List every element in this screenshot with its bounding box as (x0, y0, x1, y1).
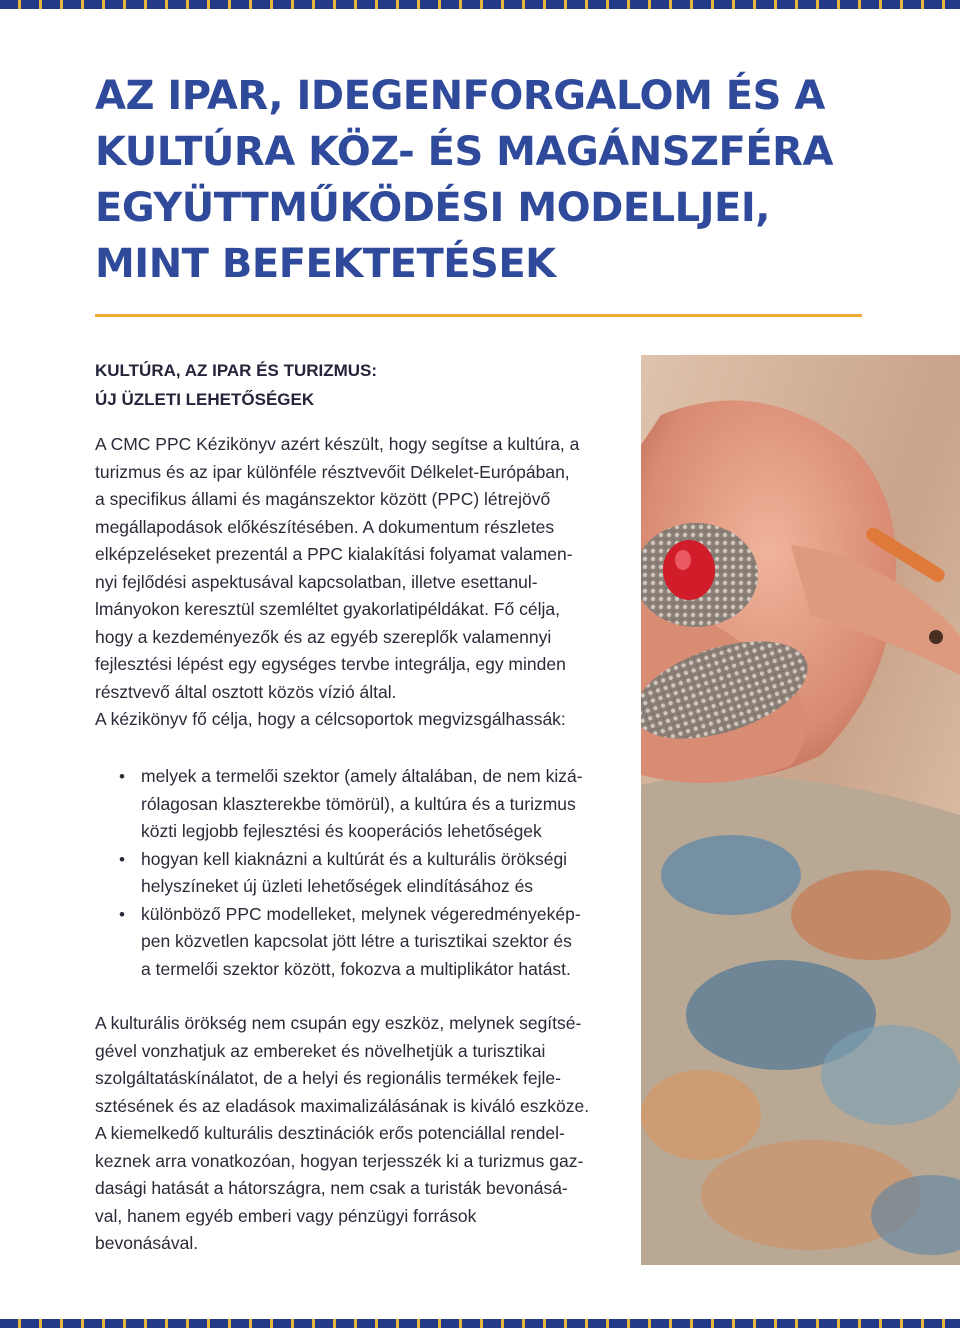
title-line: KULTÚRA KÖZ- ÉS MAGÁNSZFÉRA (95, 129, 833, 175)
intro-line: elképzeléseket prezentál a PPC kialakítási folyamat valamen- (95, 544, 573, 564)
bullet-marker: • (119, 849, 125, 869)
closing-line: A kiemelkedő kulturális desztinációk erős potenciállal rendel- (95, 1123, 565, 1143)
subtitle-line: ÚJ ÜZLETI LEHETŐSÉGEK (95, 390, 315, 409)
closing-line: bevonásával. (95, 1233, 199, 1253)
title-line: MINT BEFEKTETÉSEK (95, 241, 556, 287)
bottom-decorative-band (0, 1319, 960, 1328)
closing-line: szolgáltatáskínálatot, de a helyi és regionális termékek fejle- (95, 1068, 561, 1088)
bullet-line: melyek a termelői szektor (amely általában, de nem kizá- (141, 766, 583, 786)
closing-line: keznek arra vonatkozóan, hogyan terjesszék ki a turizmus gaz- (95, 1150, 584, 1171)
title-divider (95, 314, 862, 317)
bullet-line: helyszíneket új üzleti lehetőségek elindításához és (141, 876, 534, 896)
top-decorative-band (0, 0, 960, 9)
bullet-line: különböző PPC modelleket, melynek végeredményekép- (141, 903, 581, 924)
subtitle-line: KULTÚRA, AZ IPAR ÉS TURIZMUS: (95, 361, 378, 380)
intro-line: megállapodások előkészítésében. A dokumentum részletes (95, 516, 555, 537)
bullet-marker: • (119, 904, 125, 924)
bullet-line: a termelői szektor között, fokozva a multiplikátor hatást. (141, 958, 571, 979)
intro-line: A CMC PPC Kézikönyv azért készült, hogy segítse a kultúra, a (95, 434, 580, 454)
title-line: EGYÜTTMŰKÖDÉSI MODELLJEI, (95, 185, 770, 231)
photo-illustration (641, 355, 960, 1265)
closing-paragraph (95, 1010, 589, 1258)
bullet-line: rólagosan klaszterekbe tömörül), a kultúra és a turizmus (141, 793, 576, 814)
closing-line: sztésének és az eladások maximalizálásának is kiváló eszköze. (95, 1095, 590, 1116)
bullet-line: pen közvetlen kapcsolat jött létre a turisztikai szektor és (141, 931, 572, 951)
intro-line: A kézikönyv fő célja, hogy a célcsoportok megvizsgálhassák: (95, 709, 566, 729)
page-title (95, 68, 835, 292)
intro-line: fejlesztési lépést egy egységes tervbe integrálja, egy minden (95, 654, 566, 674)
intro-line: a specifikus állami és magánszektor között (PPC) létrejövő (95, 489, 551, 509)
closing-line: val, hanem egyéb emberi vagy pénzügyi források (95, 1205, 477, 1226)
closing-line: gével vonzhatjuk az embereket és növelhetjük a turisztikai (95, 1040, 546, 1061)
goal-bullet-list (118, 763, 583, 983)
bullet-line: hogyan kell kiaknázni a kultúrát és a kulturális örökségi (141, 848, 568, 869)
title-line: AZ IPAR, IDEGENFORGALOM ÉS A (95, 73, 825, 119)
section-subtitle (95, 356, 615, 414)
bullet-marker: • (119, 767, 125, 786)
bullet-line: közti legjobb fejlesztési és kooperációs lehetőségek (141, 821, 542, 841)
intro-line: hogy a kezdeményezők és az egyéb szereplők valamennyi (95, 626, 552, 647)
list-item (118, 763, 583, 846)
hand-with-rings-photo (641, 355, 960, 1265)
intro-line: turizmus és az ipar különféle résztvevőit Délkelet-Európában, (95, 461, 570, 482)
list-item (118, 901, 583, 984)
intro-line: nyi fejlődési aspektusával kapcsolatban, illetve esettanul- (95, 571, 538, 592)
intro-line: lmányokon keresztül szemléltet gyakorlatipéldákat. Fő célja, (95, 599, 560, 619)
closing-line: dasági hatását a hátországra, nem csak a turisták bevonásá- (95, 1178, 568, 1198)
closing-line: A kulturális örökség nem csupán egy eszköz, melynek segítsé- (95, 1013, 582, 1033)
intro-line: résztvevő által osztott közös vízió által. (95, 681, 397, 702)
list-item (118, 846, 583, 901)
intro-paragraph (95, 431, 579, 734)
